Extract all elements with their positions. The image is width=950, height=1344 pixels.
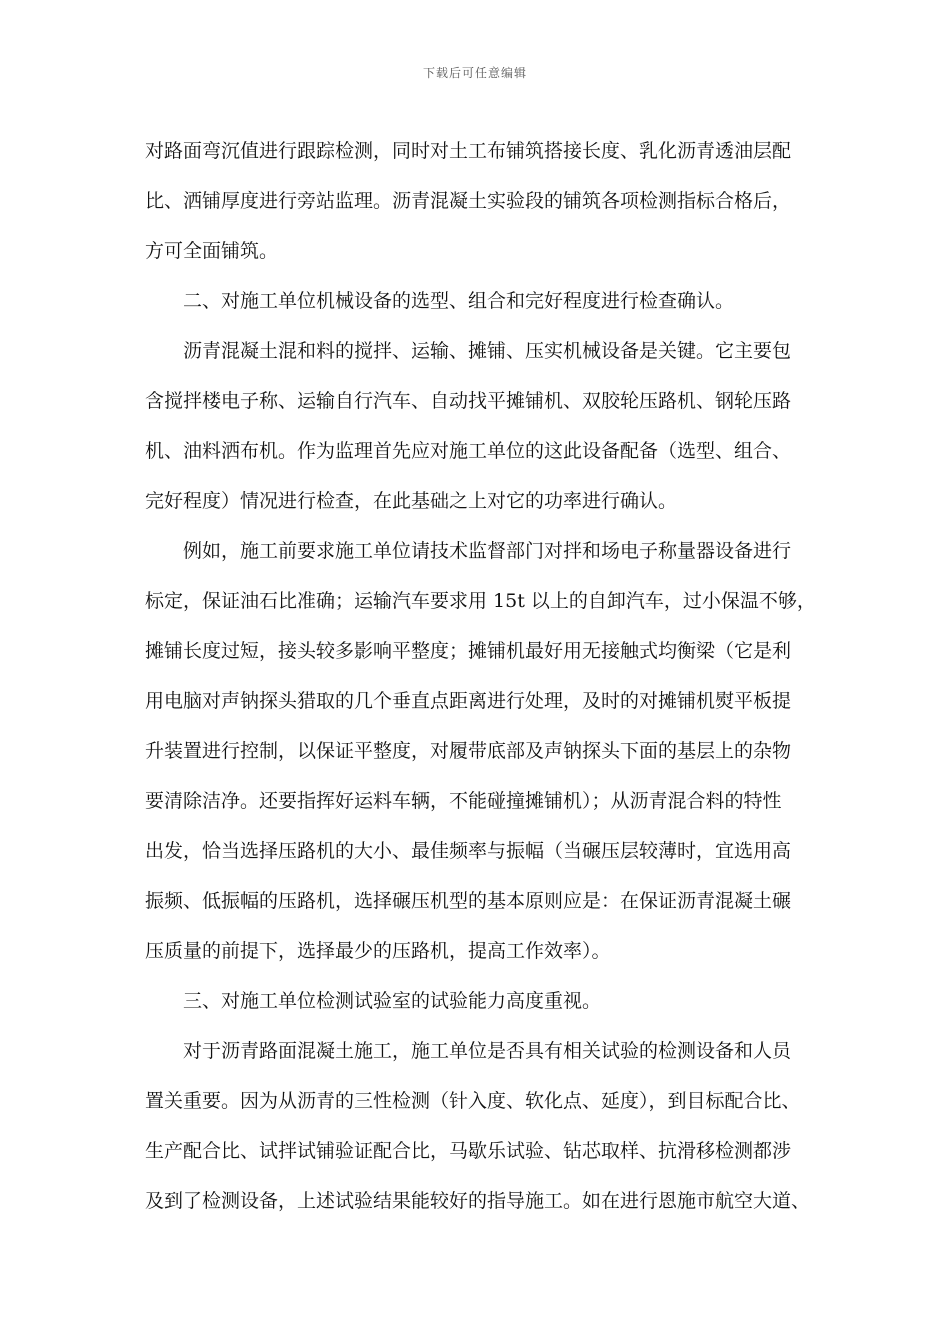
text-line: 例如，施工前要求施工单位请技术监督部门对拌和场电子称量器设备进行 (183, 540, 792, 562)
text-line: 方可全面铺筑。 (145, 240, 279, 262)
text-line: 含搅拌楼电子称、运输自行汽车、自动找平摊铺机、双胶轮压路机、钢轮压路 (145, 390, 792, 412)
text-line: 压质量的前提下，选择最少的压路机，提高工作效率）。 (145, 940, 611, 962)
text-line: 升装置进行控制，以保证平整度，对履带底部及声钠探头下面的基层上的杂物 (145, 740, 792, 762)
text-line: 完好程度）情况进行检查，在此基础之上对它的功率进行确认。 (145, 490, 678, 512)
text-line: 比、洒铺厚度进行旁站监理。沥青混凝土实验段的铺筑各项检测指标合格后， (145, 190, 792, 212)
text-line: 对于沥青路面混凝土施工，施工单位是否具有相关试验的检测设备和人员 (183, 1040, 792, 1062)
text-line: 标定，保证油石比准确；运输汽车要求用 15t 以上的自卸汽车，过小保温不够， (145, 590, 816, 612)
text-line: 振频、低振幅的压路机，选择碾压机型的基本原则应是：在保证沥青混凝土碾 (145, 890, 792, 912)
text-line: 机、油料洒布机。作为监理首先应对施工单位的这此设备配备（选型、组合、 (145, 440, 792, 462)
text-line: 摊铺长度过短，接头较多影响平整度；摊铺机最好用无接触式均衡梁（它是利 (145, 640, 792, 662)
page-header: 下载后可任意编辑 (422, 66, 527, 80)
text-line: 要清除洁净。还要指挥好运料车辆，不能碰撞摊铺机）；从沥青混合料的特性 (145, 790, 782, 812)
document-body (145, 126, 825, 1226)
text-line: 置关重要。因为从沥青的三性检测（针入度、软化点、延度），到目标配合比、 (145, 1090, 801, 1112)
text-line: 对路面弯沉值进行跟踪检测，同时对土工布铺筑搭接长度、乳化沥青透油层配 (145, 140, 792, 162)
section-heading: 二、对施工单位机械设备的选型、组合和完好程度进行检查确认。 (183, 290, 735, 312)
section-heading: 三、对施工单位检测试验室的试验能力高度重视。 (183, 990, 602, 1012)
text-line: 及到了检测设备，上述试验结果能较好的指导施工。如在进行恩施市航空大道、 (145, 1190, 811, 1212)
text-line: 用电脑对声钠探头猎取的几个垂直点距离进行处理，及时的对摊铺机熨平板提 (145, 690, 792, 712)
text-line: 出发，恰当选择压路机的大小、最佳频率与振幅（当碾压层较薄时，宜选用高 (145, 840, 792, 862)
text-line: 沥青混凝土混和料的搅拌、运输、摊铺、压实机械设备是关键。它主要包 (183, 340, 792, 362)
text-line: 生产配合比、试拌试铺验证配合比，马歇乐试验、钻芯取样、抗滑移检测都涉 (145, 1140, 792, 1162)
